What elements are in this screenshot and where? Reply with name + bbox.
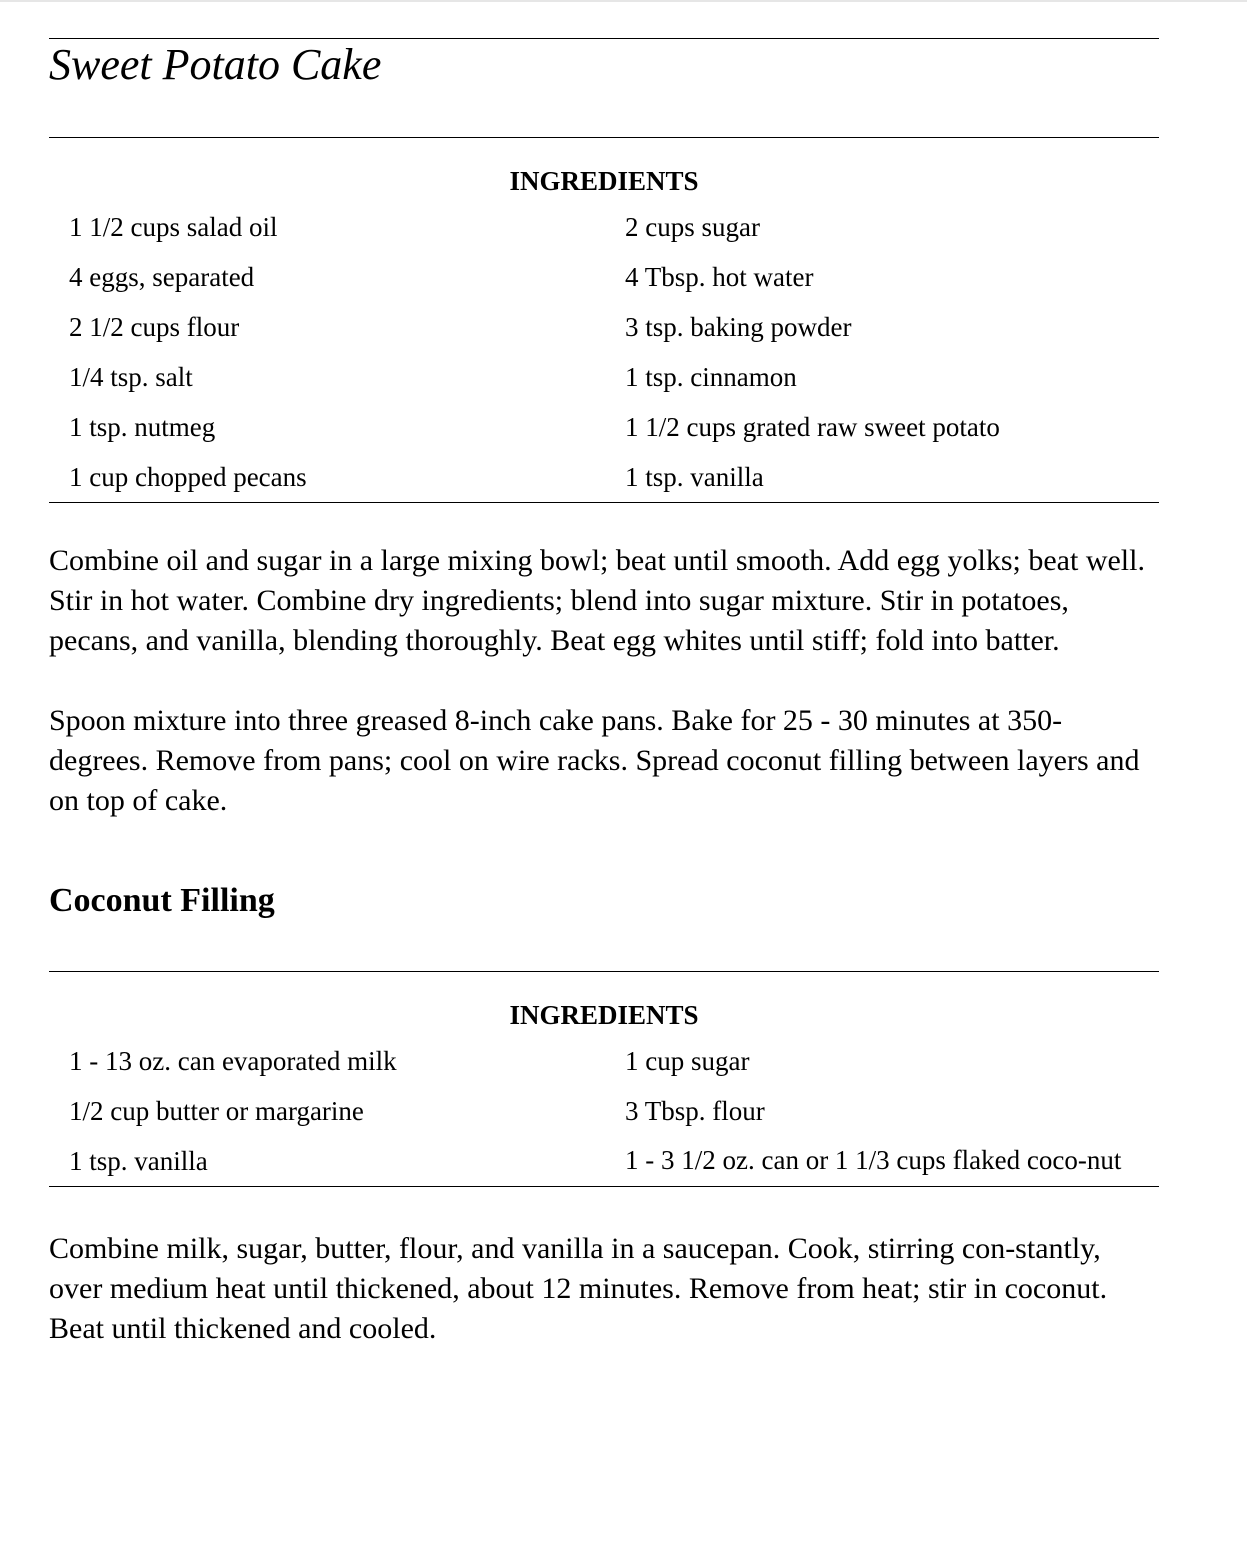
ingredient-item: 2 1/2 cups flour (69, 312, 240, 342)
ingredient-item: 1 tsp. vanilla (625, 462, 764, 492)
filling-ingredients-heading: INGREDIENTS (509, 1000, 699, 1030)
ingredient-item: 2 cups sugar (625, 212, 760, 242)
recipe-page (49, 38, 1159, 1349)
ingredient-item: 1 cup chopped pecans (69, 462, 307, 492)
ingredient-item: 1 tsp. cinnamon (625, 362, 797, 392)
ingredient-item: 1 1/2 cups grated raw sweet potato (625, 412, 1000, 442)
ingredients-list (49, 208, 1159, 516)
filling-title: Coconut Filling (49, 882, 275, 919)
ingredient-item: 1 tsp. vanilla (69, 1146, 208, 1176)
ingredient-item: 3 tsp. baking powder (625, 312, 852, 342)
ingredient-item: 1/2 cup butter or margarine (69, 1096, 364, 1126)
ingredients-top-rule (49, 137, 1159, 138)
filling-ingredients-bottom-rule (49, 1186, 1159, 1187)
ingredient-item: 4 Tbsp. hot water (625, 262, 814, 292)
ingredients-heading: INGREDIENTS (509, 166, 699, 196)
ingredient-item: 1 1/2 cups salad oil (69, 212, 278, 242)
ingredient-item: 1/4 tsp. salt (69, 362, 193, 392)
top-edge-line (0, 0, 1247, 2)
ingredient-item: 1 - 3 1/2 oz. can or 1 1/3 cups flaked coco-nut (625, 1145, 1122, 1175)
ingredient-item: 3 Tbsp. flour (625, 1096, 765, 1126)
ingredients-bottom-rule (49, 502, 1159, 503)
filling-ingredients-top-rule (49, 971, 1159, 972)
ingredient-item: 1 tsp. nutmeg (69, 412, 216, 442)
recipe-title: Sweet Potato Cake (49, 40, 382, 89)
ingredient-item: 1 cup sugar (625, 1046, 750, 1076)
directions-paragraph: Combine oil and sugar in a large mixing bowl; beat until smooth. Add egg yolks; beat well. Stir in hot water. Combine dry ingredients; blend into sugar mixture. Stir in potatoes, pecans, and vanilla, blending thoroughly. Beat egg whites until stiff; fold into batter. (49, 544, 1145, 657)
directions-paragraph: Spoon mixture into three greased 8-inch cake pans. Bake for 25 - 30 minutes at 350-degrees. Remove from pans; cool on wire racks. Spread coconut filling between layers and on top of cake. (49, 704, 1140, 817)
ingredient-item: 1 - 13 oz. can evaporated milk (69, 1046, 397, 1076)
filling-ingredients-list (49, 1042, 1159, 1200)
filling-directions-paragraph: Combine milk, sugar, butter, flour, and vanilla in a saucepan. Cook, stirring con-stantly, over medium heat until thickened, about 12 minutes. Remove from heat; stir in coconut. Beat until thickened and cooled. (49, 1232, 1108, 1345)
ingredient-item: 4 eggs, separated (69, 262, 255, 292)
